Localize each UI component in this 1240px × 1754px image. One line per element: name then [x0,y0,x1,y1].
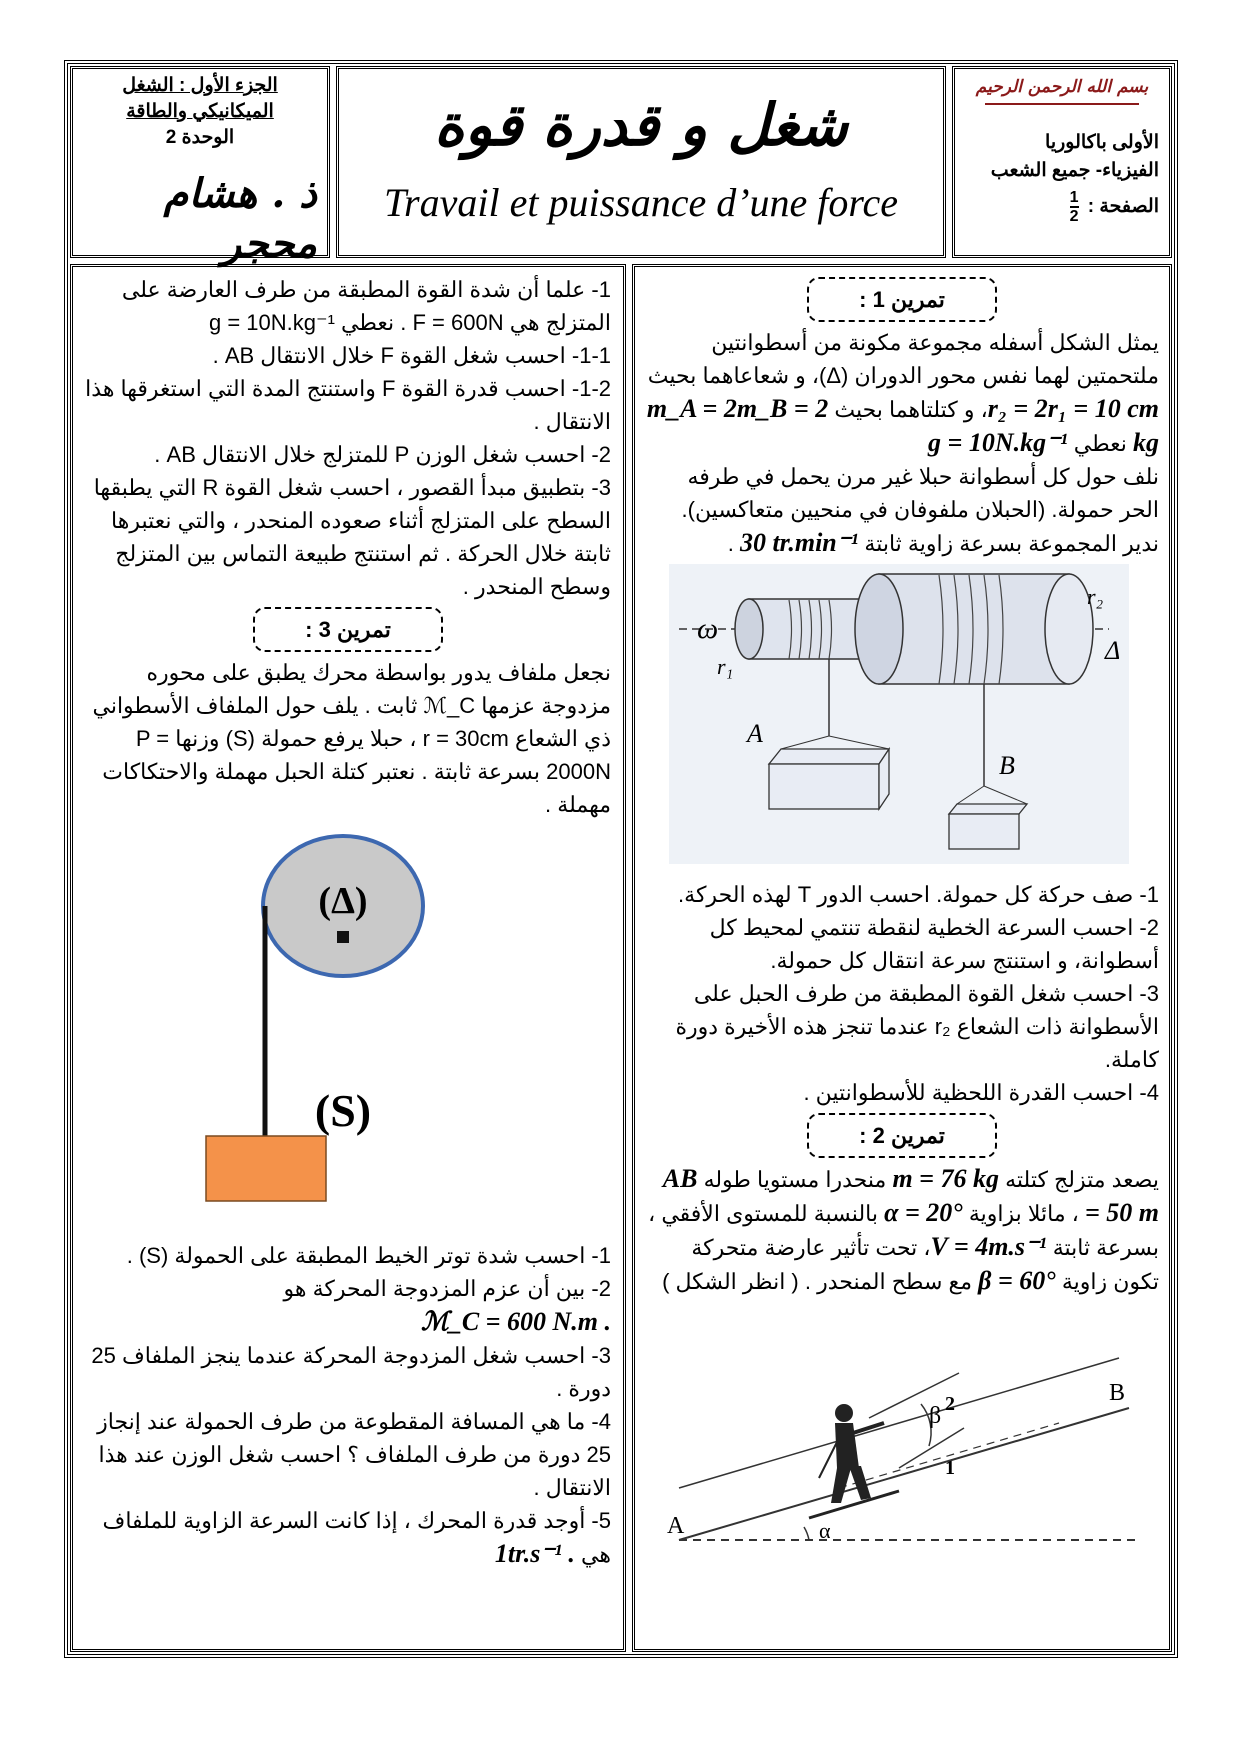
title-arabic: شغل و قدرة قوة [434,91,848,159]
r1-label: r₁ [717,654,734,679]
drum-axis-label: (Δ) [318,880,368,922]
winch-figure [88,831,608,1231]
ex3-question-3: 3- احسب شغل المزدوجة المحركة عندما ينجز الملفاف 25 دورة . [91,1343,611,1401]
label-1: 1 [945,1457,955,1479]
ex1-intro: يمثل الشكل أسفله مجموعة مكونة من أسطوانتين ملتحمتين لهما نفس محور الدوران (Δ)، و شعاعاهما بحيث r₂ = 2r₁ = 10 cm، و كتلتاهما بحيث m_A = 2m_B = 2 kg نعطي g = 10N.kg⁻¹ [646,330,1159,457]
load-b-label: B [999,751,1015,780]
ex1-question-2: 2- احسب السرعة الخطية لنقطة تنتمي لمحيط كل أسطوانة، و استنتج سرعة انتقال كل حمولة. [709,915,1159,973]
ex2-question-2: 2- احسب شغل الوزن P للمتزلج خلال الانتقال AB . [154,442,611,467]
point-a-label: A [667,1513,685,1539]
point-b-label: B [1109,1380,1126,1406]
skier-figure [639,1328,1159,1548]
page-indicator: الصفحة : $\frac{1}{2}$ [1069,189,1159,225]
load-s-label: (S) [314,1085,372,1136]
part-subtitle: الميكانيكي والطاقة [126,101,274,122]
alpha-label: α [819,1518,831,1543]
ex1-rotation: ندير المجموعة بسرعة زاوية ثابتة 30 tr.min⁻¹ . [727,528,1159,557]
ex3-question-2-eq: ℳ_C = 600 N.m . [421,1307,611,1336]
basmala-logo: بسم الله الرحمن الرحيم [965,77,1159,121]
load-a-label: A [747,719,763,748]
label-2: 2 [945,1393,955,1415]
column-left [70,264,626,1652]
ex1-question-4: 4- احسب القدرة اللحظية للأسطوانتين . [803,1080,1159,1105]
column-right [632,264,1172,1652]
omega-label: ω [697,612,719,645]
r2-label: r₂ [1087,584,1104,609]
header-left [70,66,330,267]
ex2-intro: يصعد متزلج كتلته m = 76 kg منحدرا مستويا طوله AB = 50 m ، مائلا بزاوية α = 20° بالنسبة للمستوى الأفقي ، بسرعة ثابتة V = 4m.s⁻¹، تحت تأثير عارضة متحركة تكون زاوية β = 60° مع سطح المنحدر . ( انظر الشكل ) [648,1164,1159,1295]
beta-label: β [929,1403,942,1429]
cylinders-figure [639,564,1159,874]
exercise-3-heading: تمرين 3 : [253,607,443,652]
ex2-question-1-2: 1-2- احسب قدرة القوة F واستنتج المدة التي استغرقها هذا الانتقال . [85,376,611,434]
ex3-intro: نجعل ملفاف يدور بواسطة محرك يطبق على محوره مزدوجة عزمها ℳ_C ثابت . يلف حول الملفاف الأسطواني ذي الشعاع r = 30cm ، حبلا يرفع حمولة (S) وزنها P = 2000N بسرعة ثابتة . نعتبر كتلة الحبل مهملة والاحتكاكات مهملة . [92,660,611,817]
unit-label: الوحدة 2 [165,127,235,148]
ex2-question-1-1: 1-1- احسب شغل القوة F خلال الانتقال AB . [212,343,611,368]
ex3-question-4: 4- ما هي المسافة المقطوعة من طرف الحمولة عند إنجاز 25 دورة من طرف الملفاف ؟ احسب شغل الوزن عند هذا الانتقال . [97,1409,611,1500]
ex1-question-1: 1- صف حركة كل حمولة. احسب الدور T لهذه الحركة. [678,882,1159,907]
header-right [952,66,1172,258]
ex2-question-1: 1- علما أن شدة القوة المطبقة من طرف العارضة على المتزلج هي F = 600N . نعطي g = 10N.kg⁻¹ [121,277,611,335]
subject-label: الفيزياء- جميع الشعب [990,160,1159,181]
header-title [336,66,946,258]
ex3-question-1: 1- احسب شدة توتر الخيط المطبقة على الحمولة (S) . [126,1243,611,1268]
ex3-question-2: 2- بين أن عزم المزدوجة المحركة هو [283,1276,611,1301]
exercise-2-heading: تمرين 2 : [807,1113,997,1158]
teacher-name: ذ . هشام محجر [163,170,317,267]
ex1-question-3: 3- احسب شغل القوة المطبقة من طرف الحبل على الأسطوانة ذات الشعاع r₂ عندما تنجز هذه الأخيرة دورة كاملة. [675,981,1159,1072]
level-label: الأولى باكالوريا [1045,132,1159,153]
delta-axis-label: Δ [1105,636,1121,665]
part-title: الجزء الأول : الشغل [122,75,278,96]
ex2-question-3: 3- بتطبيق مبدأ القصور ، احسب شغل القوة R التي يطبقها السطح على المتزلج أثناء صعوده المنحدر ، والتي نعتبرها ثابتة خلال الحركة . ثم استنتج طبيعة التماس بين المتزلج وسطح المنحدر . [93,475,611,599]
title-french: Travail et puissance d’une force [384,180,898,225]
exercise-1-heading: تمرين 1 : [807,277,997,322]
ex3-question-5: 5- أوجد قدرة المحرك ، إذا كانت السرعة الزاوية للملفاف هي 1tr.s⁻¹ . [102,1508,611,1568]
ex1-ropes: نلف حول كل أسطوانة حبلا غير مرن يحمل في طرفه الحر حمولة. (الحبلان ملفوفان في منحيين متعاكسين). [681,464,1159,522]
